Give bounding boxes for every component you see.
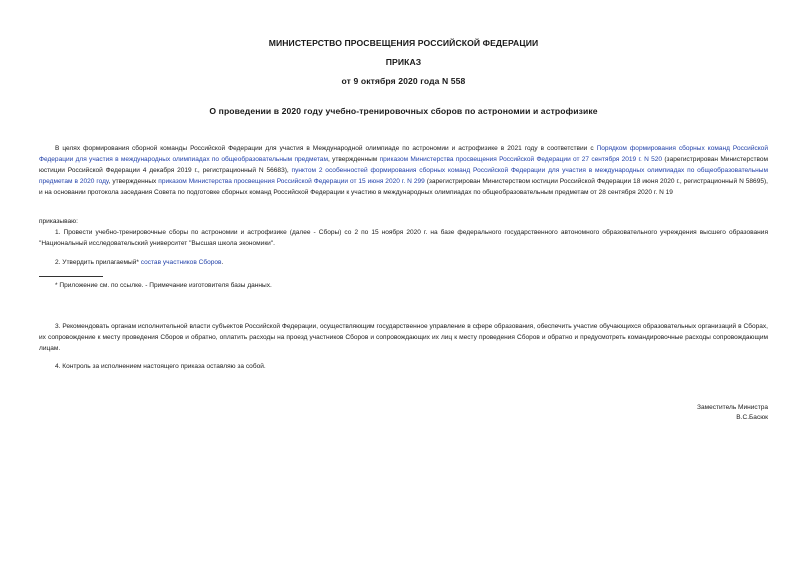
item-4: 4. Контроль за исполнением настоящего приказа оставляю за собой. [55,363,266,370]
link-order-520[interactable]: приказом Министерства просвещения Российской Федерации от 27 сентября 2019 г. N 520 [379,156,663,163]
footnote: * Приложение см. по ссылке. - Примечание изготовителя базы данных. [55,282,272,289]
preamble-text-2: , утвержденным [327,156,380,163]
preamble-text-1: В целях формирования сборной команды Российской Федерации для участия в Международной олимпиаде по астрономии и астрофизике в 2021 году в соответствии с [55,145,597,152]
preamble-text-3: (зарегистрирован Министерством юстиции Российской Федерации 4 декабря 2019 г., регистрационный N 56683), [39,156,769,174]
item-2 [39,257,768,268]
link-procedure[interactable]: Порядком формирования сборных команд Российской Федерации для участия в международных олимпиадах по общеобразовательным предметам [39,145,768,163]
document-date-number: от 9 октября 2020 года N 558 [341,76,466,86]
item-3: 3. Рекомендовать органам исполнительной власти субъектов Российской Федерации, осуществляющим государственное управление в сфере образования, обеспечить участие обучающихся образовательных организаций в Сборах, их сопровождение к месту проведения Сборов и обратно, оплатить расходы на проезд участников Сборов и сопровождающих их лиц к месту проведения Сборов и обратно и предусмотреть командировочные расходы сопровождающим лицам. [39,323,768,352]
ministry-name: МИНИСТЕРСТВО ПРОСВЕЩЕНИЯ РОССИЙСКОЙ ФЕДЕРАЦИИ [268,38,539,48]
document-title: О проведении в 2020 году учебно-тренировочных сборов по астрономии и астрофизике [209,106,598,116]
footnote-separator [39,276,103,277]
item-1: 1. Провести учебно-тренировочные сборы по астрономии и астрофизике (далее - Сборы) со 2 по 15 ноября 2020 г. на базе федерального государственного автономного образовательного учреждения высшего образования "Национальный исследовательский университет "Высшая школа экономики". [39,229,768,247]
order-word: приказываю: [39,218,78,225]
link-clause-2[interactable]: пунктом 2 особенностей формирования сборных команд Российской Федерации для участия в международных олимпиадах по общеобразовательным предметам в 2020 году [39,167,768,185]
preamble-text-5: (зарегистрирован Министерством юстиции Российской Федерации 18 июня 2020 г., регистрационный N 58695), и на основании протокола заседания Совета по подготовке сборных команд Российской Федерации к участию в международных олимпиадах по общеобразовательным предметам от 28 сентября 2020 г. N 19 [39,178,768,196]
link-order-299[interactable]: приказом Министерства просвещения Российской Федерации от 15 июня 2020 г. N 299 [158,178,425,185]
document-type: ПРИКАЗ [385,57,422,67]
preamble-text-4: , утвержденных [108,178,159,185]
preamble-paragraph [39,143,768,198]
item-2-end: . [221,259,224,266]
signature-position: Заместитель Министра [696,404,768,411]
signature-name: В.С.Басюк [736,414,768,421]
item-2-text: 2. Утвердить прилагаемый* [55,259,141,266]
link-participants[interactable]: состав участников Сборов [140,259,222,266]
